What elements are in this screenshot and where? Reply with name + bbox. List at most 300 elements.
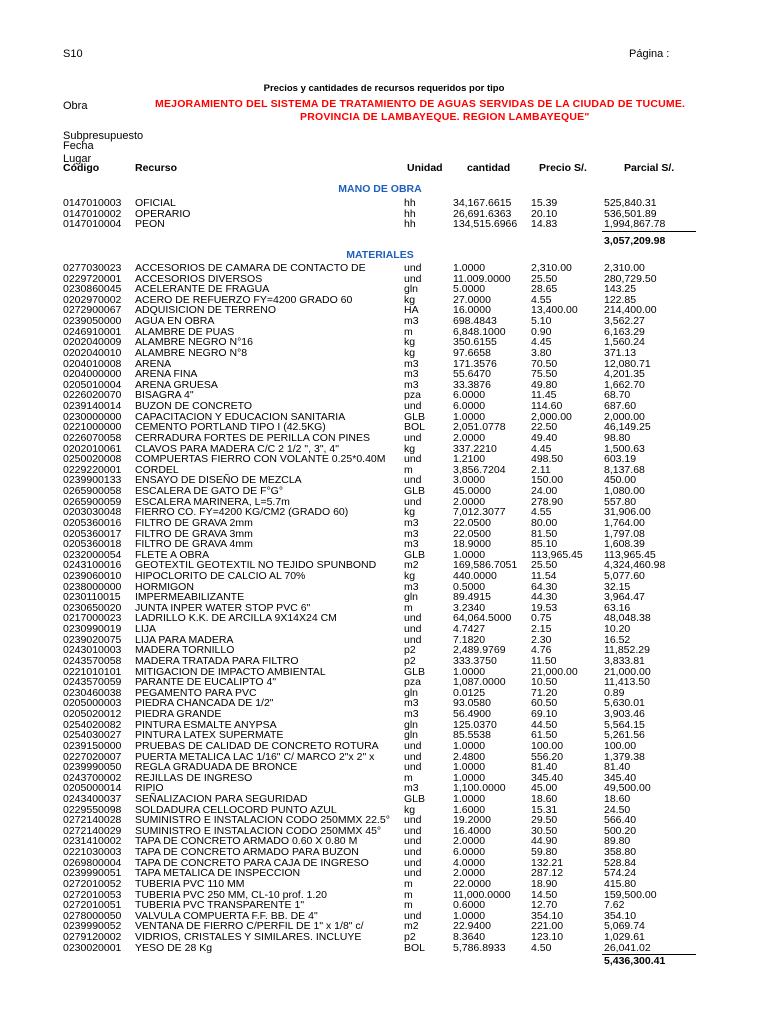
resource-price: 28.65 <box>531 283 558 296</box>
resource-unit: und <box>404 623 422 636</box>
resource-price: 44.90 <box>531 835 558 848</box>
resource-price: 14.83 <box>531 218 558 231</box>
resource-partial: 566.40 <box>604 814 637 827</box>
resource-quantity: 45.0000 <box>453 485 491 498</box>
total-mano-de-obra: 3,057,209.98 <box>604 235 666 247</box>
resource-name: SEÑALIZACION PARA SEGURIDAD <box>135 793 308 805</box>
resource-unit: GLB <box>404 410 426 423</box>
resource-price: 25.50 <box>531 559 558 572</box>
resource-name: TUBERIA PVC TRANSPARENTE 1" <box>135 899 305 912</box>
resource-unit: hh <box>404 197 416 209</box>
resource-quantity: 1.0000 <box>453 761 486 774</box>
resource-code: 0265900058 <box>63 485 122 498</box>
resource-code: 0243400037 <box>63 793 122 805</box>
resource-partial: 450.00 <box>604 474 637 487</box>
resource-name: GEOTEXTIL GEOTEXTIL NO TEJIDO SPUNBOND <box>135 559 377 572</box>
resource-partial: 0.89 <box>604 686 625 699</box>
resource-unit: m <box>404 771 413 784</box>
resource-name: OPERARIO <box>135 207 191 220</box>
resource-unit: hh <box>404 218 416 231</box>
resource-code: 0229720001 <box>63 272 122 285</box>
resource-name: PIEDRA GRANDE <box>135 708 222 721</box>
resource-name: LIJA <box>135 623 157 636</box>
resource-partial: 1,994,867.78 <box>604 218 666 231</box>
resource-price: 44.50 <box>531 718 558 731</box>
table-row <box>0 943 768 954</box>
resource-code: 0239050000 <box>63 315 122 328</box>
resource-quantity: 8.3640 <box>453 931 486 944</box>
resource-price: 81.40 <box>531 761 558 774</box>
resource-partial: 5,630.01 <box>604 697 645 710</box>
resource-quantity: 1.0000 <box>453 548 486 561</box>
resource-unit: und <box>404 856 422 869</box>
resource-code: 0239990050 <box>63 761 122 774</box>
resource-quantity: 33.3876 <box>453 378 491 391</box>
resource-name: PIEDRA CHANCADA DE 1/2" <box>135 697 274 710</box>
resource-quantity: 2.0000 <box>453 835 486 848</box>
resource-quantity: 4.0000 <box>453 856 486 869</box>
resource-partial: 1,500.63 <box>604 442 645 455</box>
resource-partial: 100.00 <box>604 739 637 752</box>
resource-code: 0229220001 <box>63 463 122 476</box>
resource-price: 85.10 <box>531 538 558 551</box>
resource-unit: m3 <box>404 527 419 540</box>
resource-price: 18.60 <box>531 793 558 805</box>
resource-unit: gln <box>404 686 419 699</box>
resource-code: 0202040009 <box>63 336 122 349</box>
resource-code: 0205010004 <box>63 378 122 391</box>
resource-price: 15.39 <box>531 197 558 209</box>
resource-quantity: 3.2340 <box>453 601 486 614</box>
resource-code: 0246910001 <box>63 325 122 338</box>
resource-partial: 12,080.71 <box>604 357 651 370</box>
resource-unit: und <box>404 909 422 922</box>
resource-code: 0278000050 <box>63 909 122 922</box>
resource-partial: 11,413.50 <box>604 676 650 689</box>
resource-partial: 5,261.56 <box>604 729 645 742</box>
resource-price: 0.75 <box>531 612 552 625</box>
resource-unit: kg <box>404 803 416 816</box>
resource-name: VALVULA COMPUERTA F.F. BB. DE 4" <box>135 909 318 922</box>
resource-quantity: 0.0125 <box>453 686 486 699</box>
resource-name: SUMINISTRO E INSTALACION CODO 250MMX 45° <box>135 824 382 837</box>
resource-quantity: 337.2210 <box>453 442 497 455</box>
resource-price: 12.70 <box>531 899 558 912</box>
resource-code: 0230020001 <box>63 941 122 954</box>
resource-code: 0202970002 <box>63 293 122 306</box>
resource-quantity: 2.0000 <box>453 495 486 508</box>
resource-code: 0239020075 <box>63 633 122 646</box>
resource-name: REGLA GRADUADA DE BRONCE <box>135 761 298 774</box>
resource-unit: kg <box>404 293 416 306</box>
resource-price: 2,000.00 <box>531 410 572 423</box>
resource-code: 0205360016 <box>63 516 122 529</box>
resource-name: FILTRO DE GRAVA 4mm <box>135 538 253 551</box>
resource-partial: 32.15 <box>604 580 631 593</box>
resource-quantity: 3,856.7204 <box>453 463 506 476</box>
resource-unit: und <box>404 824 422 837</box>
resource-price: 59.80 <box>531 846 558 859</box>
resource-price: 132.21 <box>531 856 564 869</box>
resource-unit: m <box>404 888 413 901</box>
resource-partial: 8,137.68 <box>604 463 645 476</box>
resource-quantity: 1.0000 <box>453 793 486 805</box>
resource-price: 22.50 <box>531 421 558 434</box>
resource-price: 24.00 <box>531 485 558 498</box>
resource-quantity: 16.4000 <box>453 824 491 837</box>
resource-quantity: 5,786.8933 <box>453 941 506 954</box>
resource-code: 0243570059 <box>63 676 122 689</box>
resource-code: 0205360018 <box>63 538 122 551</box>
resource-name: FILTRO DE GRAVA 3mm <box>135 527 253 540</box>
resource-quantity: 1.0000 <box>453 909 486 922</box>
resource-price: 49.80 <box>531 378 558 391</box>
resource-code: 0239140014 <box>63 400 122 413</box>
resource-name: ALAMBRE DE PUAS <box>135 325 235 338</box>
resource-quantity: 2.0000 <box>453 867 486 880</box>
resource-partial: 3,903.46 <box>604 708 645 721</box>
resource-name: PEGAMENTO PARA PVC <box>135 686 257 699</box>
resource-name: ARENA GRUESA <box>135 378 218 391</box>
resource-name: TUBERIA PVC 110 MM <box>135 877 245 890</box>
resource-unit: und <box>404 262 422 274</box>
resource-partial: 1,560.24 <box>604 336 645 349</box>
resource-quantity: 7.1820 <box>453 633 486 646</box>
resource-unit: BOL <box>404 941 426 954</box>
resource-code: 0265900059 <box>63 495 122 508</box>
resource-unit: m3 <box>404 357 419 370</box>
resource-price: 4.55 <box>531 293 552 306</box>
resource-code: 0279120002 <box>63 931 122 944</box>
resource-price: 20.10 <box>531 207 558 220</box>
page-label: Página : <box>629 48 670 60</box>
resource-quantity: 1.0000 <box>453 739 486 752</box>
resource-price: 19.53 <box>531 601 558 614</box>
resource-quantity: 350.6155 <box>453 336 497 349</box>
resource-name: HORMIGON <box>135 580 194 593</box>
resource-unit: gln <box>404 718 419 731</box>
resource-partial: 345.40 <box>604 771 637 784</box>
resource-name: FILTRO DE GRAVA 2mm <box>135 516 253 529</box>
resource-code: 0147010002 <box>63 207 122 220</box>
resource-partial: 574.24 <box>604 867 637 880</box>
resource-price: 4.55 <box>531 506 552 519</box>
resource-quantity: 134,515.6966 <box>453 218 518 231</box>
resource-code: 0243100016 <box>63 559 122 572</box>
resource-name: PRUEBAS DE CALIDAD DE CONCRETO ROTURA <box>135 739 379 752</box>
resource-code: 0232000054 <box>63 548 122 561</box>
resource-price: 49.40 <box>531 431 558 444</box>
resource-code: 0205000003 <box>63 697 122 710</box>
subtotal-line-mano-de-obra <box>602 231 696 232</box>
resource-name: FLETE A OBRA <box>135 548 210 561</box>
resource-unit: kg <box>404 336 416 349</box>
resource-code: 0269800004 <box>63 856 122 869</box>
resource-partial: 4,201.35 <box>604 368 645 381</box>
resource-price: 13,400.00 <box>531 304 578 317</box>
resource-quantity: 2,051.0778 <box>453 421 506 434</box>
resource-name: TAPA DE CONCRETO ARMADO PARA BUZON <box>135 846 359 859</box>
resource-price: 2.11 <box>531 463 551 476</box>
resource-partial: 1,797.08 <box>604 527 645 540</box>
fecha-label: Fecha <box>63 140 94 152</box>
resource-unit: und <box>404 846 422 859</box>
resource-unit: HA <box>404 304 419 317</box>
resource-name: BISAGRA 4" <box>135 389 194 402</box>
resource-unit: und <box>404 612 422 625</box>
resource-partial: 11,852.29 <box>604 644 650 657</box>
resource-price: 25.50 <box>531 272 558 285</box>
resource-partial: 10.20 <box>604 623 631 636</box>
resource-quantity: 169,586.7051 <box>453 559 518 572</box>
resource-quantity: 11,000.0000 <box>453 888 511 901</box>
obra-name-line2: PROVINCIA DE LAMBAYEQUE. REGION LAMBAYEQUE" <box>300 111 590 123</box>
resource-code: 0277030023 <box>63 262 122 274</box>
resource-quantity: 22.0500 <box>453 516 491 529</box>
resource-code: 0147010003 <box>63 197 122 209</box>
resource-code: 0239900133 <box>63 474 122 487</box>
resource-name: IMPERMEABILIZANTE <box>135 591 245 604</box>
resource-name: TUBERIA PVC 250 MM, CL-10 prof. 1.20 <box>135 888 327 901</box>
resource-price: 14.50 <box>531 888 558 901</box>
report-code: S10 <box>63 48 83 60</box>
resource-name: ACCESORIOS DE CAMARA DE CONTACTO DE <box>135 262 366 274</box>
resource-unit: m <box>404 601 413 614</box>
resource-quantity: 22.0500 <box>453 527 491 540</box>
resource-price: 100.00 <box>531 739 564 752</box>
resource-partial: 26,041.02 <box>604 941 651 954</box>
resource-partial: 122.85 <box>604 293 637 306</box>
resource-partial: 4,324,460.98 <box>604 559 666 572</box>
resource-unit: m <box>404 877 413 890</box>
resource-quantity: 1,100.0000 <box>453 782 506 795</box>
resource-unit: und <box>404 867 422 880</box>
resource-name: SOLDADURA CELLOCORD PUNTO AZUL <box>135 803 337 816</box>
resource-price: 4.45 <box>531 336 552 349</box>
resource-unit: und <box>404 400 422 413</box>
resource-price: 11.54 <box>531 569 557 582</box>
resource-name: CLAVOS PARA MADERA C/C 2 1/2 ", 3", 4" <box>135 442 339 455</box>
resource-unit: GLB <box>404 485 426 498</box>
table-row <box>0 219 768 230</box>
resource-partial: 89.80 <box>604 835 631 848</box>
resource-unit: und <box>404 739 422 752</box>
resource-quantity: 22.9400 <box>453 920 491 933</box>
resource-price: 44.30 <box>531 591 558 604</box>
resource-quantity: 89.4915 <box>453 591 491 604</box>
resource-code: 0204000000 <box>63 368 122 381</box>
resource-partial: 5,069.74 <box>604 920 645 933</box>
resource-partial: 603.19 <box>604 453 637 466</box>
resource-price: 15.31 <box>531 803 558 816</box>
resource-code: 0147010004 <box>63 218 122 231</box>
resource-name: ESCALERA MARINERA, L=5.7m <box>135 495 290 508</box>
resource-partial: 415.80 <box>604 877 637 890</box>
resource-quantity: 125.0370 <box>453 718 497 731</box>
resource-unit: kg <box>404 442 416 455</box>
col-recurso: Recurso <box>135 162 178 174</box>
resource-price: 64.30 <box>531 580 558 593</box>
resource-name: PINTURA LATEX SUPERMATE <box>135 729 284 742</box>
resource-code: 0205000014 <box>63 782 122 795</box>
resource-unit: und <box>404 474 422 487</box>
resource-unit: p2 <box>404 931 416 944</box>
obra-label: Obra <box>63 100 88 112</box>
resource-unit: m3 <box>404 782 419 795</box>
resource-partial: 687.60 <box>604 400 637 413</box>
resource-quantity: 26,691.6363 <box>453 207 512 220</box>
resource-code: 0221000000 <box>63 421 122 434</box>
resource-code: 0272010052 <box>63 877 122 890</box>
resource-name: CERRADURA FORTES DE PERILLA CON PINES <box>135 431 370 444</box>
resource-price: 2,310.00 <box>531 262 572 274</box>
resource-partial: 2,310.00 <box>604 262 645 274</box>
resource-partial: 21,000.00 <box>604 665 651 678</box>
resource-price: 69.10 <box>531 708 558 721</box>
resource-unit: pza <box>404 389 421 402</box>
resource-code: 0238000000 <box>63 580 122 593</box>
resource-partial: 1,379.38 <box>604 750 645 763</box>
resource-price: 123.10 <box>531 931 564 944</box>
resource-price: 3.80 <box>531 346 552 359</box>
resource-quantity: 22.0000 <box>453 877 491 890</box>
resource-quantity: 6.0000 <box>453 389 486 402</box>
resource-quantity: 2,489.9769 <box>453 644 506 657</box>
resource-unit: GLB <box>404 793 426 805</box>
resource-price: 71.20 <box>531 686 558 699</box>
resource-price: 4.45 <box>531 442 552 455</box>
resource-unit: und <box>404 495 422 508</box>
resource-unit: m3 <box>404 697 419 710</box>
resource-code: 0243010003 <box>63 644 122 657</box>
resource-name: MITIGACION DE IMPACTO AMBIENTAL <box>135 665 326 678</box>
resource-unit: m <box>404 463 413 476</box>
resource-partial: 5,077.60 <box>604 569 645 582</box>
resource-price: 345.40 <box>531 771 564 784</box>
resource-quantity: 4.7427 <box>453 623 486 636</box>
resource-partial: 536,501.89 <box>604 207 657 220</box>
resource-partial: 6,163.29 <box>604 325 645 338</box>
resource-price: 4.50 <box>531 941 552 954</box>
resource-code: 0226020070 <box>63 389 122 402</box>
resource-name: ALAMBRE NEGRO N°8 <box>135 346 248 359</box>
resource-name: SUMINISTRO E INSTALACION CODO 250MMX 22.5° <box>135 814 390 827</box>
resource-price: 114.60 <box>531 400 563 413</box>
resource-unit: gln <box>404 283 419 296</box>
resource-code: 0230000000 <box>63 410 122 423</box>
resource-quantity: 97.6658 <box>453 346 491 359</box>
resource-name: COMPUERTAS FIERRO CON VOLANTE 0.25*0.40M <box>135 453 386 466</box>
resource-partial: 371.13 <box>604 346 637 359</box>
resource-price: 5.10 <box>531 315 552 328</box>
resource-unit: m3 <box>404 315 419 328</box>
obra-name-line1: MEJORAMIENTO DEL SISTEMA DE TRATAMIENTO DE AGUAS SERVIDAS DE LA CIUDAD DE TUCUME. <box>155 98 686 110</box>
resource-quantity: 2.4800 <box>453 750 486 763</box>
resource-partial: 528.84 <box>604 856 637 869</box>
resource-name: AGUA EN OBRA <box>135 315 215 328</box>
resource-price: 11.50 <box>531 654 557 667</box>
resource-price: 2.15 <box>531 623 552 636</box>
resource-code: 0272900067 <box>63 304 122 317</box>
resource-name: HIPOCLORITO DE CALCIO AL 70% <box>135 569 306 582</box>
resource-name: RIPIO <box>135 782 164 795</box>
resource-partial: 1,764.00 <box>604 516 645 529</box>
resource-partial: 49,500.00 <box>604 782 651 795</box>
resource-name: ALAMBRE NEGRO N°16 <box>135 336 253 349</box>
resource-name: ACELERANTE DE FRAGUA <box>135 283 270 296</box>
resource-partial: 18.60 <box>604 793 631 805</box>
resource-name: CAPACITACION Y EDUCACION SANITARIA <box>135 410 346 423</box>
resource-partial: 3,964.47 <box>604 591 645 604</box>
resource-name: MADERA TRATADA PARA FILTRO <box>135 654 299 667</box>
resource-quantity: 55.6470 <box>453 368 491 381</box>
resource-quantity: 64,064.5000 <box>453 612 512 625</box>
report-title: Precios y cantidades de recursos requeridos por tipo <box>263 83 505 94</box>
resource-code: 0250020008 <box>63 453 122 466</box>
resource-quantity: 18.9000 <box>453 538 491 551</box>
resource-price: 30.50 <box>531 824 558 837</box>
resource-code: 0239990052 <box>63 920 122 933</box>
resource-partial: 557.80 <box>604 495 637 508</box>
resource-code: 0254020082 <box>63 718 122 731</box>
resource-partial: 24.50 <box>604 803 631 816</box>
subpresupuesto-label: Subpresupuesto <box>63 130 144 142</box>
resource-name: ARENA FINA <box>135 368 198 381</box>
resource-code: 0203030048 <box>63 506 122 519</box>
resource-quantity: 34,167.6615 <box>453 197 512 209</box>
resource-unit: gln <box>404 591 419 604</box>
resource-quantity: 1.0000 <box>453 771 486 784</box>
resource-unit: und <box>404 633 422 646</box>
resource-unit: und <box>404 761 422 774</box>
resource-quantity: 5.0000 <box>453 283 486 296</box>
resource-price: 221.00 <box>531 920 564 933</box>
resource-code: 0221030003 <box>63 846 122 859</box>
resource-quantity: 27.0000 <box>453 293 491 306</box>
resource-price: 0.90 <box>531 325 552 338</box>
resource-code: 0202010061 <box>63 442 122 455</box>
resource-code: 0227020007 <box>63 750 122 763</box>
resource-unit: m3 <box>404 368 419 381</box>
resource-name: BUZON DE CONCRETO <box>135 400 253 413</box>
resource-unit: GLB <box>404 665 426 678</box>
resource-quantity: 16.0000 <box>453 304 491 317</box>
resource-unit: m3 <box>404 378 419 391</box>
resource-quantity: 1.0000 <box>453 665 486 678</box>
resource-price: 2.30 <box>531 633 552 646</box>
resource-code: 0230860045 <box>63 283 122 296</box>
resource-price: 75.50 <box>531 368 558 381</box>
resource-name: ACCESORIOS DIVERSOS <box>135 272 263 285</box>
resource-name: PUERTA METALICA LAC 1/16" C/ MARCO 2"x 2" x <box>135 750 375 763</box>
resource-unit: und <box>404 750 422 763</box>
resource-price: 60.50 <box>531 697 558 710</box>
resource-partial: 16.52 <box>604 633 631 646</box>
resource-partial: 1,662.70 <box>604 378 645 391</box>
resource-name: ESCALERA DE GATO DE F°G° <box>135 485 284 498</box>
resource-code: 0202040010 <box>63 346 122 359</box>
resource-code: 0243570058 <box>63 654 122 667</box>
resource-price: 70.50 <box>531 357 558 370</box>
resource-unit: BOL <box>404 421 426 434</box>
resource-code: 0217000023 <box>63 612 122 625</box>
resource-unit: und <box>404 272 422 285</box>
resource-name: OFICIAL <box>135 197 176 209</box>
resource-name: ACERO DE REFUERZO FY=4200 GRADO 60 <box>135 293 353 306</box>
resource-name: TAPA METALICA DE INSPECCION <box>135 867 301 880</box>
resource-price: 10.50 <box>531 676 558 689</box>
resource-code: 0204010008 <box>63 357 122 370</box>
